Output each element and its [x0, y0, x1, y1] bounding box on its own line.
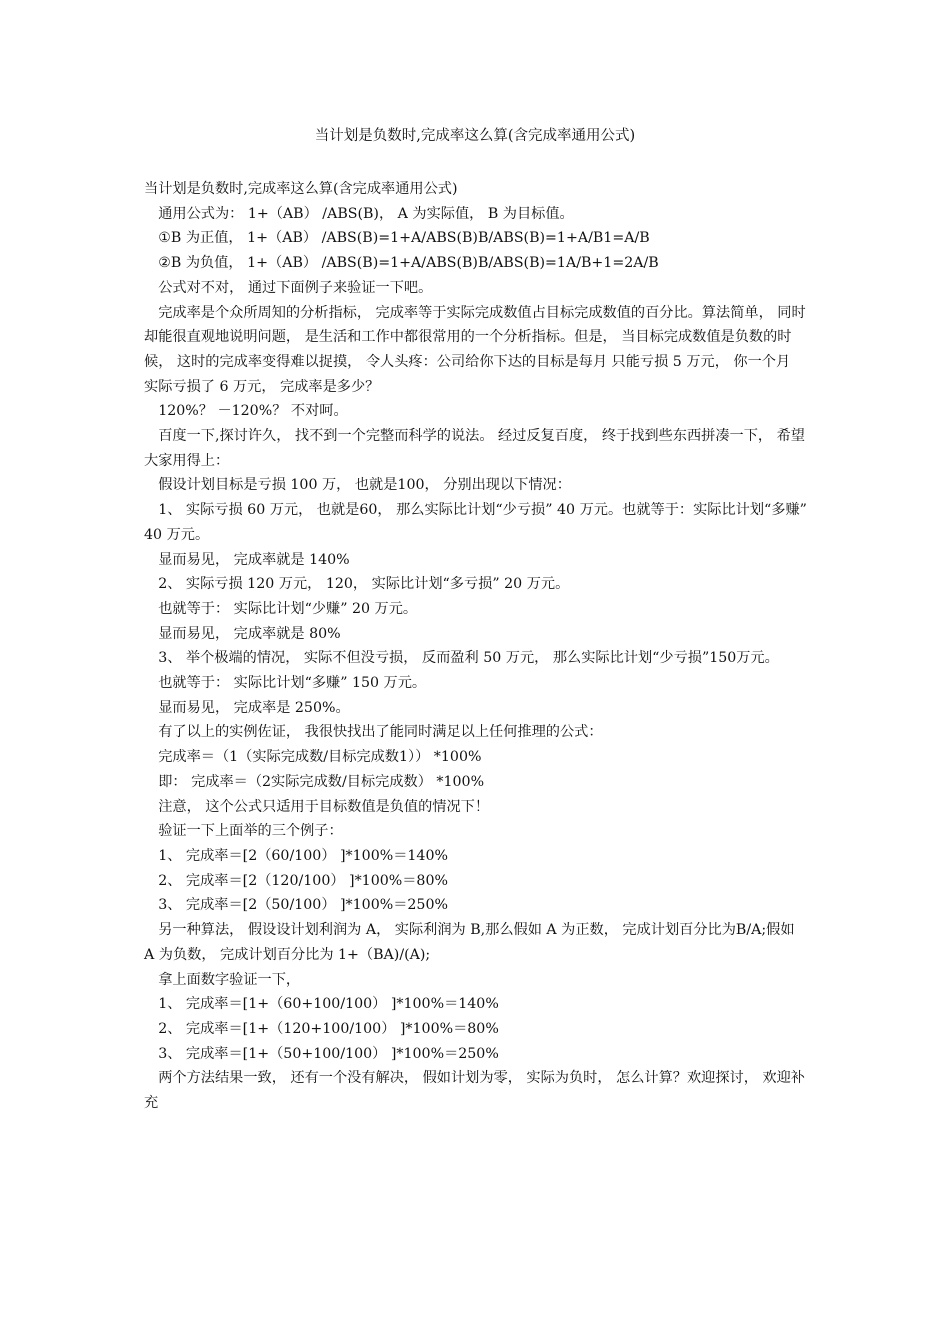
wrong-guess: 120%？ －120%？ 不对呵。 — [158, 403, 348, 420]
alternative-verify-heading: 拿上面数字验证一下， — [158, 971, 301, 988]
alternative-verify-3: 3、 完成率＝[1+（50+100/100） ]*100%＝250% — [158, 1045, 499, 1062]
assumption: 假设计划目标是亏损 100 万， 也就是100， 分别出现以下情况： — [158, 477, 571, 494]
body-heading: 当计划是负数时,完成率这么算(含完成率通用公式) — [144, 181, 458, 197]
verify-heading: 验证一下上面举的三个例子： — [158, 823, 343, 840]
closing-paragraph: 两个方法结果一致， 还有一个没有解决， 假如计划为零， 实际为负时， 怎么计算？欢迎探讨， 欢迎补充 — [144, 1070, 805, 1112]
general-formula: 通用公式为： 1+（AB） /ABS(B)， A 为实际值， B 为目标值。 — [158, 205, 574, 222]
case-1-result: 显而易见， 完成率就是 140% — [158, 551, 350, 568]
case-2-result: 显而易见， 完成率就是 80% — [158, 625, 341, 642]
formula-case-negative: ②B 为负值， 1+（AB） /ABS(B)=1+A/ABS(B)B/ABS(B)=1A/B+1=2A/B — [158, 255, 659, 272]
verify-3: 3、 完成率＝[2（50/100） ]*100%＝250% — [158, 897, 448, 914]
verify-1: 1、 完成率＝[2（60/100） ]*100%＝140% — [158, 847, 448, 864]
alternative-method: 另一种算法， 假设设计划利润为 A， 实际利润为 B,那么假如 A 为正数， 完成计划百分比为B/A;假如 A 为负数， 完成计划百分比为 1+（BA)/(A); — [144, 922, 795, 963]
formula-note: 注意， 这个公式只适用于目标数值是负值的情况下！ — [158, 798, 490, 815]
case-3-result: 显而易见， 完成率是 250%。 — [158, 699, 350, 716]
alternative-verify-2: 2、 完成率＝[1+（120+100/100） ]*100%＝80% — [158, 1020, 499, 1037]
case-1: 1、 实际亏损 60 万元， 也就是60， 那么实际比计划“少亏损” 40 万元。也就等于：实际比计划“多赚” 40 万元。 — [144, 502, 807, 543]
document-title: 当计划是负数时,完成率这么算(含完成率通用公式) — [314, 128, 636, 144]
formula-2: 即： 完成率＝（2实际完成数/目标完成数） *100% — [158, 773, 485, 790]
verify-intro: 公式对不对， 通过下面例子来验证一下吧。 — [158, 279, 433, 296]
formula-1: 完成率＝（1（实际完成数/目标完成数1）） *100% — [158, 749, 482, 766]
case-2-equivalent: 也就等于： 实际比计划“少赚” 20 万元。 — [158, 600, 418, 617]
case-3-equivalent: 也就等于： 实际比计划“多赚” 150 万元。 — [158, 675, 427, 692]
case-3: 3、 举个极端的情况， 实际不但没亏损， 反而盈利 50 万元， 那么实际比计划“少亏损”150万元。 — [158, 650, 779, 667]
verify-2: 2、 完成率＝[2（120/100） ]*100%＝80% — [158, 872, 448, 889]
document-body — [144, 177, 808, 1116]
intro-paragraph: 完成率是个众所周知的分析指标， 完成率等于实际完成数值占目标完成数值的百分比。算法简单， 同时却能很直观地说明问题， 是生活和工作中都很常用的一个分析指标。但是， 当目标完成数值是负数的时候， 这时的完成率变得难以捉摸， 令人头疼：公司给你下达的目标是每月 只能亏损 5 万元， 你一个月 实际亏损了 6 万元， 完成率是多少？ — [144, 304, 806, 395]
formula-case-positive: ①B 为正值， 1+（AB） /ABS(B)=1+A/ABS(B)B/ABS(B)=1+A/B1=A/B — [158, 230, 650, 247]
case-2: 2、 实际亏损 120 万元， 120， 实际比计划“多亏损” 20 万元。 — [158, 576, 570, 593]
search-paragraph: 百度一下,探讨许久， 找不到一个完整而科学的说法。 经过反复百度， 终于找到些东西拼凑一下， 希望大家用得上： — [144, 428, 805, 469]
formula-intro: 有了以上的实例佐证， 我很快找出了能同时满足以上任何推理的公式： — [158, 724, 603, 741]
alternative-verify-1: 1、 完成率＝[1+（60+100/100） ]*100%＝140% — [158, 996, 499, 1013]
